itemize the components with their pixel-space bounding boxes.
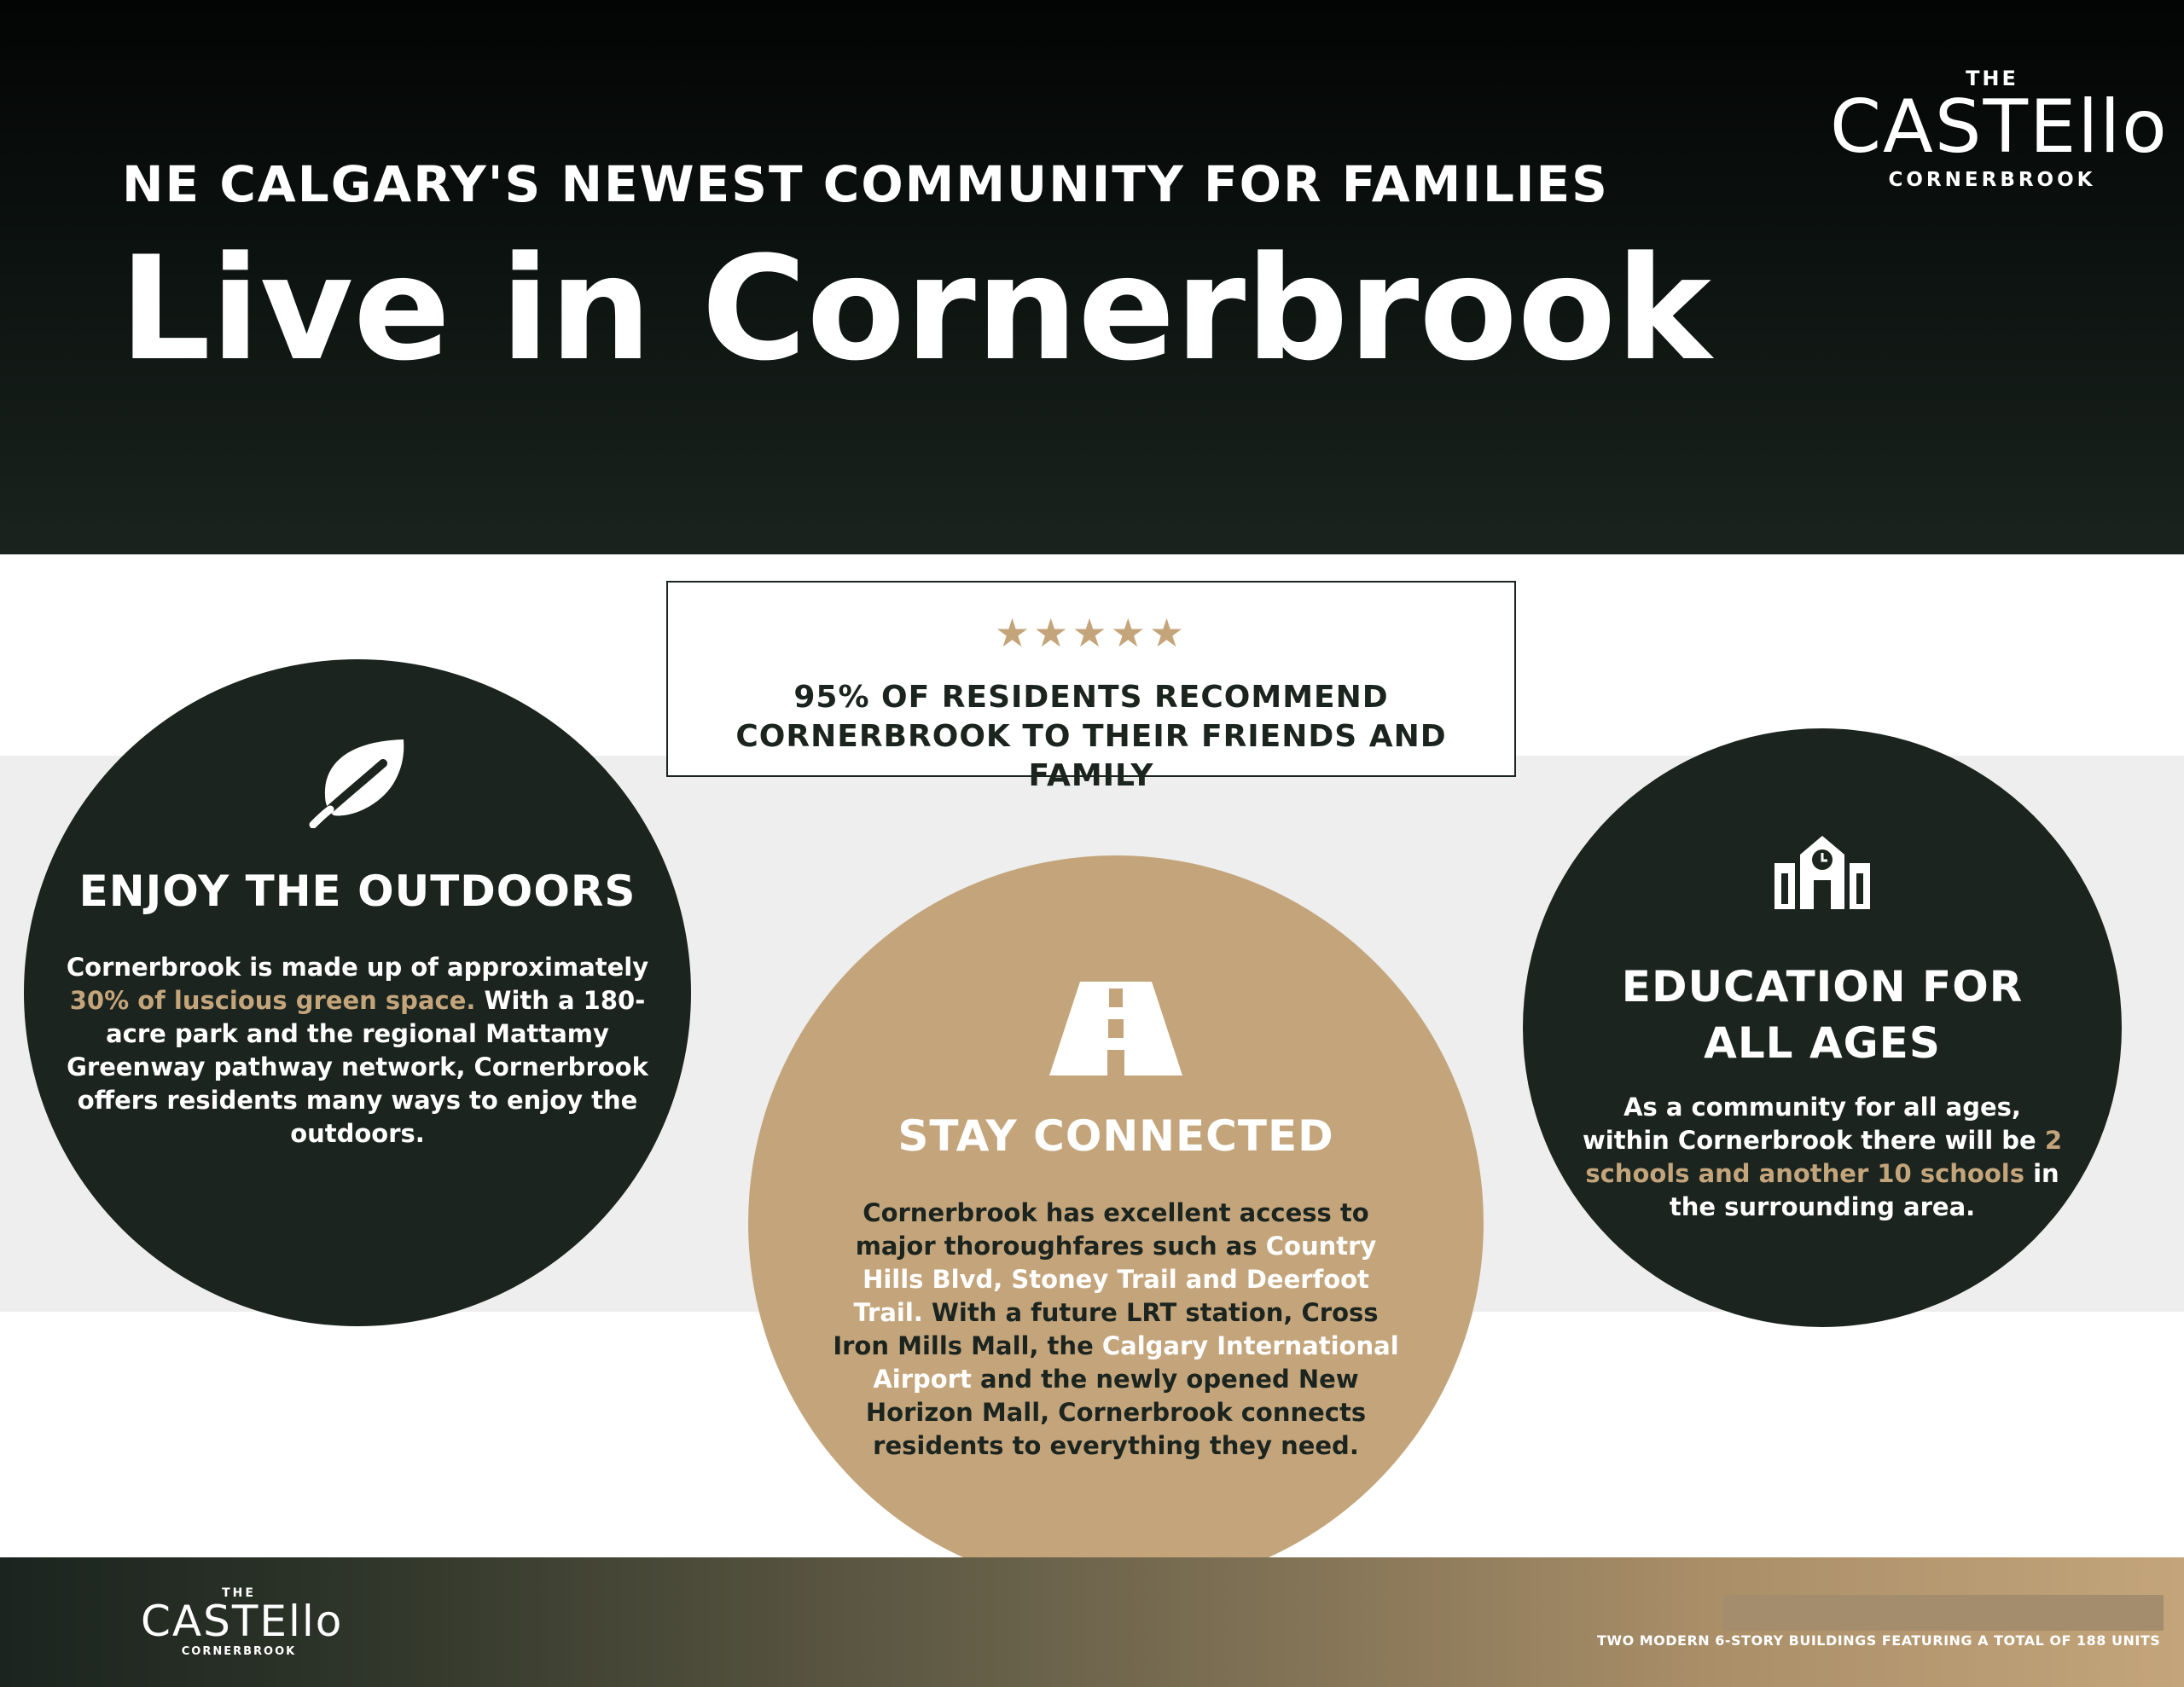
logo-sub: CORNERBROOK (181, 1645, 297, 1658)
footer-note: TWO MODERN 6-STORY BUILDINGS FEATURING A TOTAL OF 188 UNITS (1597, 1632, 2161, 1649)
connected-text-part: Cornerbrook has excellent access to major thoroughfares such as (855, 1198, 1369, 1261)
rating-box (666, 581, 1516, 793)
rating-line-1: 95% OF RESIDENTS RECOMMEND (793, 680, 1389, 715)
logo-name: CASTEllo (141, 1597, 344, 1646)
outdoors-text-part: With a 180-acre park and the regional Mattamy Greenway pathway network, Cornerbrook offers residents many ways to enjoy the outdoors. (67, 986, 648, 1148)
education-text (1583, 1091, 2062, 1224)
connected-highlight: Calgary International Airport (873, 1331, 1399, 1394)
leaf-icon (308, 736, 409, 828)
education-card (1523, 728, 2122, 1327)
connected-card (748, 855, 1484, 1591)
connected-text-part: With a future LRT station, Cross Iron Mills Mall, the (833, 1298, 1379, 1360)
logo-name: CASTEllo (1830, 84, 2169, 170)
connected-text-part: and the newly opened New Horizon Mall, Cornerbrook connects residents to everything they need. (865, 1365, 1367, 1460)
outdoors-text-part: Cornerbrook is made up of approximately (66, 953, 649, 982)
page-title: Live in Cornerbrook (119, 225, 1711, 392)
education-text-part: in the surrounding area. (1669, 1159, 2059, 1221)
education-title-line: ALL AGES (1704, 1018, 1941, 1068)
outdoors-highlight: 30% of luscious green space. (69, 986, 476, 1015)
connected-title: STAY CONNECTED (897, 1111, 1334, 1161)
outdoors-card (24, 659, 691, 1326)
education-highlight: 2 schools and another 10 schools (1585, 1126, 2062, 1188)
education-text-part: As a community for all ages, within Cornerbrook there will be (1583, 1093, 2045, 1155)
page-subtitle: NE CALGARY'S NEWEST COMMUNITY FOR FAMILIES (122, 155, 1609, 213)
connected-highlight: Country Hills Blvd, Stoney Trail and Deerfoot Trail. (853, 1232, 1377, 1327)
education-title (1523, 959, 2122, 1071)
star-rating-icon: ★★★★★ (994, 610, 1188, 656)
logo-the: THE (222, 1586, 256, 1600)
rating-text (668, 678, 1514, 796)
castello-logo (1830, 67, 2169, 191)
logo-the: THE (1966, 67, 2018, 90)
road-icon (1049, 982, 1182, 1075)
outdoors-title: ENJOY THE OUTDOORS (78, 867, 636, 916)
footer-accent-bar (1723, 1595, 2164, 1631)
castello-logo-footer (141, 1586, 344, 1658)
rating-line-2: CORNERBROOK TO THEIR FRIENDS AND FAMILY (735, 719, 1447, 793)
logo-sub: CORNERBROOK (1888, 169, 2096, 191)
connected-text (825, 1197, 1407, 1463)
outdoors-text (49, 951, 665, 1151)
school-icon (1774, 836, 1870, 909)
education-title-line: EDUCATION FOR (1621, 962, 2024, 1012)
